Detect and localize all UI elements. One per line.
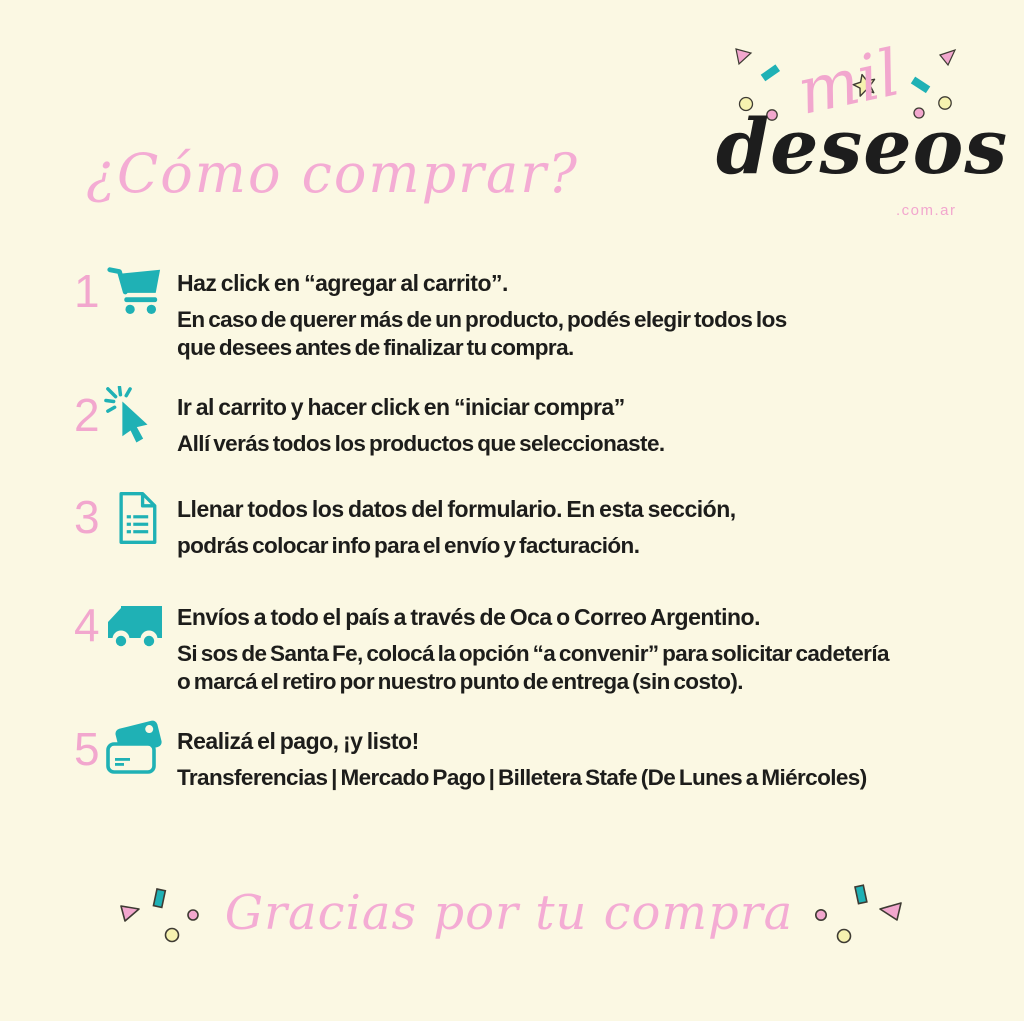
confetti-left-icon xyxy=(117,880,209,946)
footer xyxy=(0,868,1024,958)
click-cursor-icon xyxy=(104,386,162,442)
step-1-title: Haz click en “agregar al carrito”. xyxy=(177,270,508,296)
step-5-number: 5 xyxy=(74,723,100,775)
step-1-description: En caso de querer más de un producto, podés elegir todos los que desees antes de finalizar tu compra. xyxy=(177,307,787,360)
brand-domain: .com.ar xyxy=(896,202,957,219)
brand-word-deseos: deseos xyxy=(716,102,1009,191)
confetti-triangle-icon xyxy=(736,49,751,64)
step-4-title: Envíos a todo el país a través de Oca o Correo Argentino. xyxy=(177,604,760,630)
step-2-number: 2 xyxy=(74,389,100,441)
credit-card-icon xyxy=(104,720,162,776)
step-2-title: Ir al carrito y hacer click en “iniciar compra” xyxy=(177,394,625,420)
confetti-rectangle-icon xyxy=(911,77,930,94)
confetti-rectangle-icon xyxy=(761,64,780,81)
step-5-description: Transferencias | Mercado Pago | Billetera Stafe (De Lunes a Miércoles) xyxy=(177,765,867,790)
form-document-icon xyxy=(112,490,170,546)
step-3-description: podrás colocar info para el envío y facturación. xyxy=(177,533,640,558)
step-3-title: Llenar todos los datos del formulario. En esta sección, xyxy=(177,496,736,522)
delivery-truck-icon xyxy=(104,600,162,656)
step-5-title: Realizá el pago, ¡y listo! xyxy=(177,728,419,754)
confetti-triangle-icon xyxy=(940,50,955,65)
step-4-description: Si sos de Santa Fe, colocá la opción “a convenir” para solicitar cadetería o marcá el retiro por nuestro punto de entrega (sin costo). xyxy=(177,641,889,694)
confetti-right-icon xyxy=(809,880,907,946)
thank-you-message: Gracias por tu compra xyxy=(224,885,794,941)
step-4-number: 4 xyxy=(74,599,100,651)
page-title: ¿Cómo comprar? xyxy=(86,142,579,205)
step-3-number: 3 xyxy=(74,491,100,543)
step-1-number: 1 xyxy=(74,265,100,317)
step-2-description: Allí verás todos los productos que seleccionaste. xyxy=(177,431,665,456)
brand-logo xyxy=(700,32,1009,232)
brand-word-mil: mil xyxy=(791,36,907,130)
shopping-cart-icon xyxy=(104,262,162,318)
